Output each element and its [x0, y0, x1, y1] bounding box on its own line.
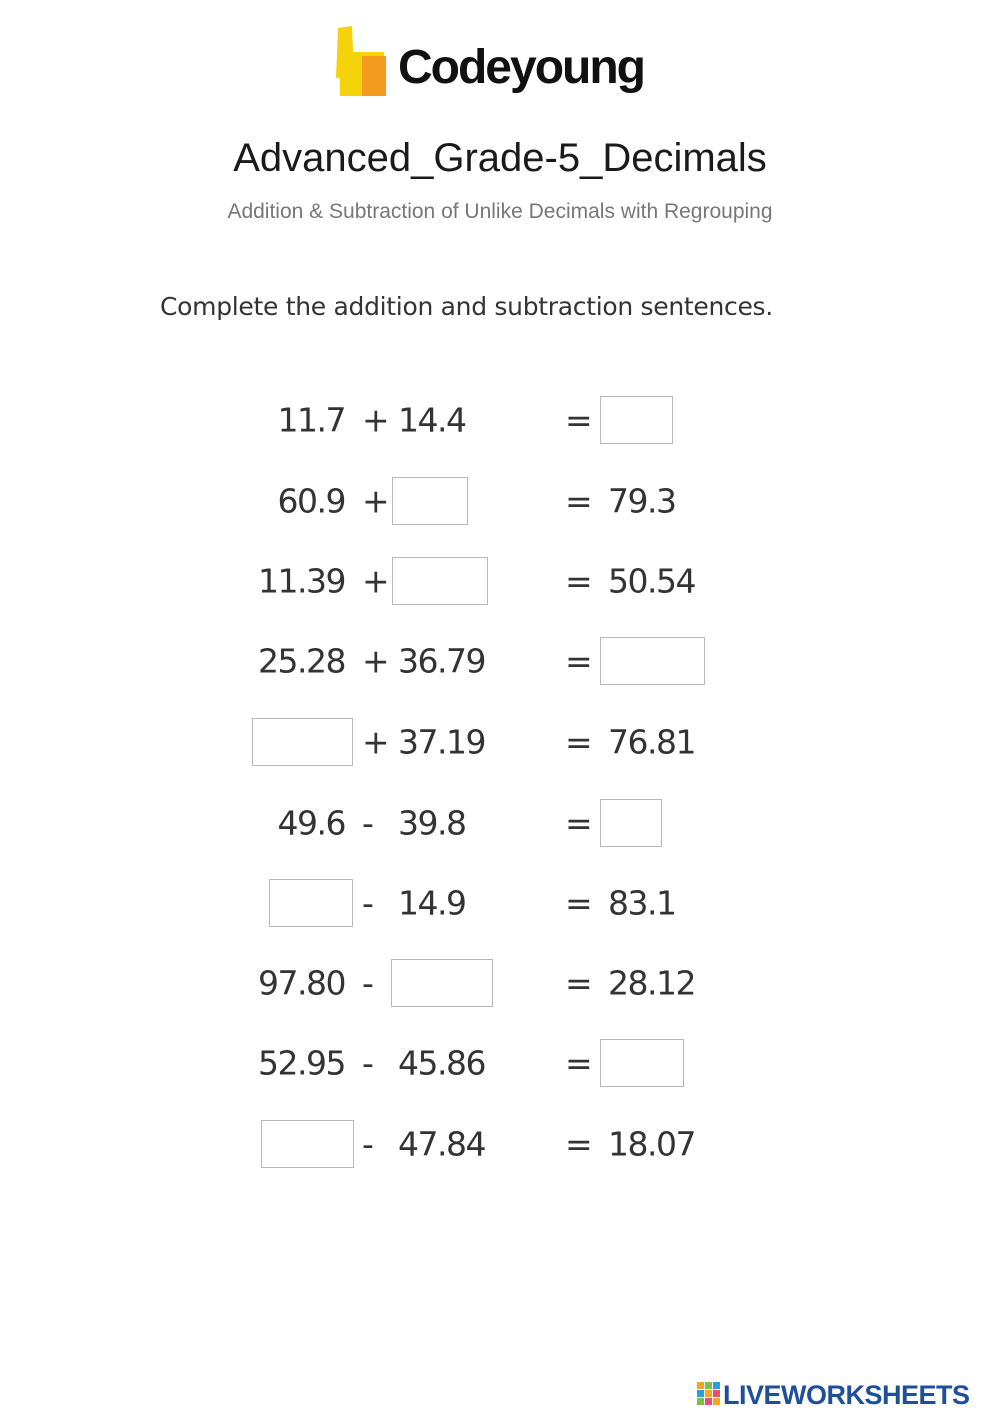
equation-row-2 [0, 476, 1000, 526]
answer-input[interactable] [392, 477, 468, 525]
answer-input[interactable] [252, 718, 353, 766]
left-operand: 25.28 [258, 641, 345, 681]
result-value: 83.1 [608, 883, 676, 923]
answer-input[interactable] [600, 799, 662, 847]
operator: - [362, 883, 373, 923]
answer-input[interactable] [600, 1039, 684, 1087]
liveworksheets-icon [697, 1382, 721, 1406]
codeyoung-logo [332, 26, 672, 106]
brand-name: Codeyoung [398, 41, 644, 94]
equation-row-1 [0, 395, 1000, 445]
operator: - [362, 1124, 373, 1164]
equals-sign: = [565, 481, 592, 521]
operator: + [362, 481, 389, 521]
right-operand: 39.8 [398, 803, 466, 843]
left-operand: 11.39 [258, 561, 345, 601]
right-operand: 14.4 [398, 400, 466, 440]
right-operand: 37.19 [398, 722, 485, 762]
equals-sign: = [565, 722, 592, 762]
left-operand: 11.7 [277, 400, 345, 440]
page-title: Advanced_Grade-5_Decimals [233, 136, 767, 180]
left-operand: 49.6 [277, 803, 345, 843]
operator: + [362, 400, 389, 440]
equals-sign: = [565, 1043, 592, 1083]
right-operand: 45.86 [398, 1043, 485, 1083]
equals-sign: = [565, 803, 592, 843]
equals-sign: = [565, 561, 592, 601]
operator: + [362, 561, 389, 601]
instructions: Complete the addition and subtraction sentences. [160, 292, 773, 321]
liveworksheets-footer [697, 1380, 997, 1410]
right-operand: 47.84 [398, 1124, 485, 1164]
result-value: 76.81 [608, 722, 695, 762]
operator: - [362, 1043, 373, 1083]
equals-sign: = [565, 963, 592, 1003]
result-value: 28.12 [608, 963, 695, 1003]
equation-row-10 [0, 1119, 1000, 1169]
left-operand: 52.95 [258, 1043, 345, 1083]
footer-brand: LIVEWORKSHEETS [723, 1380, 970, 1410]
equation-row-6 [0, 798, 1000, 848]
operator: + [362, 641, 389, 681]
operator: - [362, 963, 373, 1003]
operator: + [362, 722, 389, 762]
right-operand: 36.79 [398, 641, 485, 681]
left-operand: 60.9 [277, 481, 345, 521]
result-value: 18.07 [608, 1124, 695, 1164]
equation-row-7 [0, 878, 1000, 928]
operator: - [362, 803, 373, 843]
answer-input[interactable] [269, 879, 353, 927]
answer-input[interactable] [600, 396, 673, 444]
codeyoung-logo-icon [332, 26, 388, 100]
equals-sign: = [565, 400, 592, 440]
equation-row-4 [0, 636, 1000, 686]
result-value: 79.3 [608, 481, 676, 521]
equation-row-9 [0, 1038, 1000, 1088]
result-value: 50.54 [608, 561, 695, 601]
answer-input[interactable] [600, 637, 705, 685]
equation-row-5 [0, 717, 1000, 767]
left-operand: 97.80 [258, 963, 345, 1003]
equation-row-8 [0, 958, 1000, 1008]
answer-input[interactable] [392, 557, 488, 605]
equals-sign: = [565, 1124, 592, 1164]
page-subtitle: Addition & Subtraction of Unlike Decimals with Regrouping [227, 200, 773, 223]
equation-row-3 [0, 556, 1000, 606]
equals-sign: = [565, 883, 592, 923]
answer-input[interactable] [391, 959, 493, 1007]
equals-sign: = [565, 641, 592, 681]
right-operand: 14.9 [398, 883, 466, 923]
answer-input[interactable] [261, 1120, 354, 1168]
